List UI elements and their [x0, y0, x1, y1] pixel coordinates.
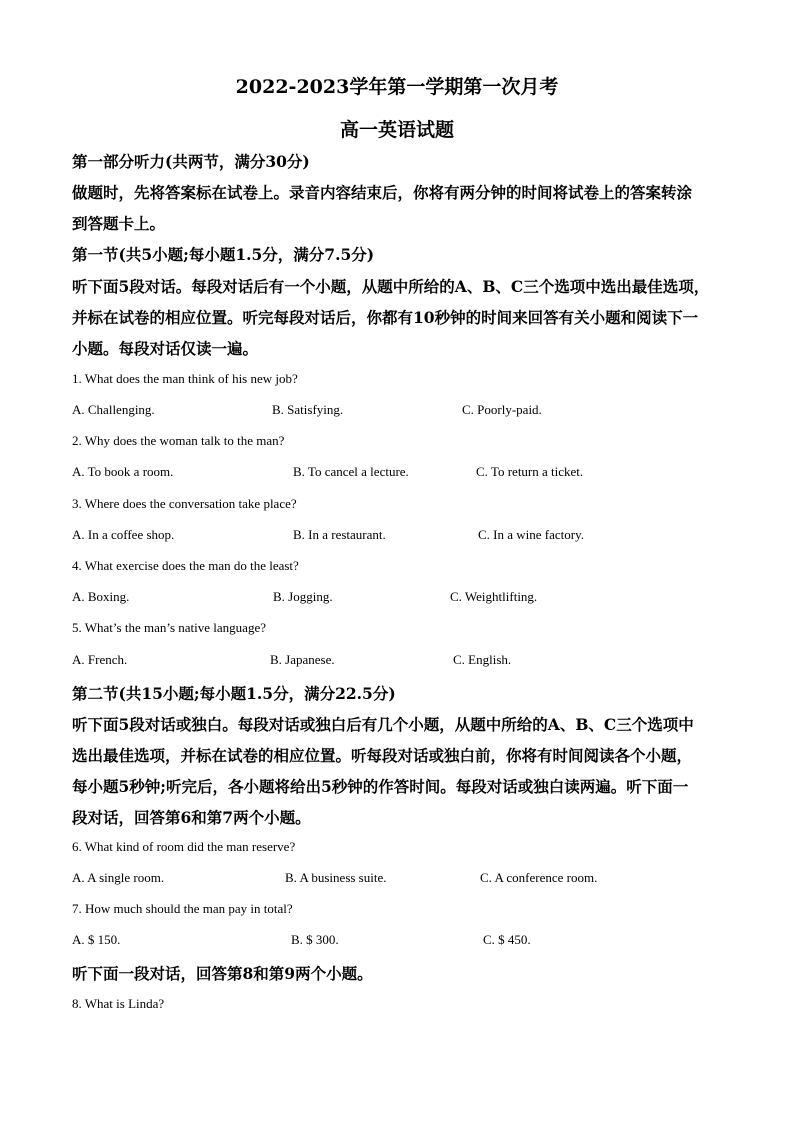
question-1: 1. What does the man think of his new job?: [72, 371, 298, 386]
question-5-option-c: C. English.: [453, 652, 512, 667]
question-2-option-b: B. To cancel a lecture.: [293, 464, 409, 479]
question-4: 4. What exercise does the man do the least?: [72, 558, 299, 573]
question-3-option-b: B. In a restaurant.: [293, 527, 386, 542]
question-7-option-a: A. $ 150.: [72, 932, 121, 947]
section1-instruction-line-2: 并标在试卷的相应位置。听完每段对话后，你都有10秒钟的时间来回答有关小题和阅读下一: [72, 308, 699, 327]
section1-heading: 第一节(共5小题;每小题1.5分，满分7.5分): [72, 245, 375, 264]
question-4-option-a: A. Boxing.: [72, 589, 130, 604]
question-5: 5. What’s the man’s native language?: [72, 620, 266, 635]
question-1-option-c: C. Poorly-paid.: [462, 402, 542, 417]
question-3-option-a: A. In a coffee shop.: [72, 527, 175, 542]
question-7-option-b: B. $ 300.: [291, 932, 339, 947]
question-6-option-c: C. A conference room.: [480, 870, 598, 885]
question-1-option-b: B. Satisfying.: [272, 402, 344, 417]
part1-heading: 第一部分听力(共两节，满分30分): [72, 152, 310, 171]
section1-instruction-line-3: 小题。每段对话仅读一遍。: [72, 339, 259, 358]
exam-subtitle: 高一英语试题: [339, 119, 454, 141]
section2-instruction-line-4: 段对话，回答第6和第7两个小题。: [72, 808, 311, 827]
question-6: 6. What kind of room did the man reserve?: [72, 839, 296, 854]
question-1-option-a: A. Challenging.: [72, 402, 155, 417]
question-6-option-a: A. A single room.: [72, 870, 165, 885]
question-6-option-b: B. A business suite.: [285, 870, 387, 885]
question-7-option-c: C. $ 450.: [483, 932, 531, 947]
question-5-option-a: A. French.: [72, 652, 128, 667]
question-4-option-b: B. Jogging.: [273, 589, 333, 604]
part1-instruction-line-2: 到答题卡上。: [72, 214, 166, 233]
section2-heading: 第二节(共15小题;每小题1.5分，满分22.5分): [72, 684, 396, 703]
question-2-option-c: C. To return a ticket.: [476, 464, 584, 479]
question-3: 3. Where does the conversation take place?: [72, 496, 297, 511]
question-8: 8. What is Linda?: [72, 996, 165, 1011]
section1-instruction-line-1: 听下面5段对话。每段对话后有一个小题，从题中所给的A、B、C三个选项中选出最佳选项，: [72, 277, 710, 296]
exam-title: 2022-2023学年第一学期第一次月考: [235, 76, 559, 98]
question-2: 2. Why does the woman talk to the man?: [72, 433, 285, 448]
question-2-option-a: A. To book a room.: [72, 464, 174, 479]
section2-next-instruction: 听下面一段对话，回答第8和第9两个小题。: [72, 964, 373, 983]
question-4-option-c: C. Weightlifting.: [450, 589, 538, 604]
section2-instruction-line-3: 每小题5秒钟;听完后，各小题将给出5秒钟的作答时间。每段对话或独白读两遍。听下面一: [72, 777, 689, 796]
section2-instruction-line-2: 选出最佳选项，并标在试卷的相应位置。听每段对话或独白前，你将有时间阅读各个小题，: [72, 746, 693, 765]
part1-instruction-line-1: 做题时，先将答案标在试卷上。录音内容结束后，你将有两分钟的时间将试卷上的答案转涂: [72, 183, 693, 202]
question-5-option-b: B. Japanese.: [270, 652, 335, 667]
question-7: 7. How much should the man pay in total?: [72, 901, 293, 916]
section2-instruction-line-1: 听下面5段对话或独白。每段对话或独白后有几个小题，从题中所给的A、B、C三个选项中: [72, 715, 694, 734]
question-3-option-c: C. In a wine factory.: [478, 527, 585, 542]
